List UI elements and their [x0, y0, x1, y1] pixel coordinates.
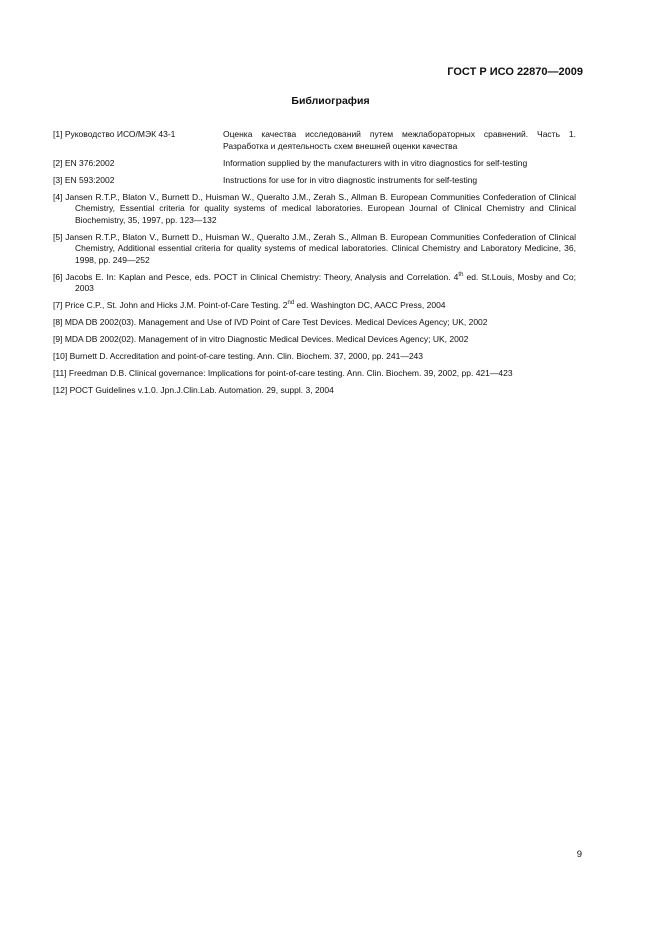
reference-text: Burnett D. Accreditation and point-of-care testing. Ann. Clin. Biochem. 37, 2000, pp. 241—243	[69, 351, 423, 361]
reference-number: [7]	[53, 300, 63, 310]
reference-item-12	[53, 385, 576, 397]
page-title: Библиография	[291, 95, 370, 107]
reference-text: Freedman D.B. Clinical governance: Implications for point-of-care testing. Ann. Clin. Biochem. 39, 2002, pp. 421—423	[68, 368, 513, 378]
reference-number: [6]	[53, 271, 63, 282]
reference-number: [11]	[53, 368, 67, 378]
edition-superscript: th	[458, 271, 464, 278]
reference-number: [1]	[53, 129, 63, 139]
reference-number: [3]	[53, 174, 63, 185]
reference-item-6	[53, 272, 576, 295]
reference-text: Jansen R.T.P., Blaton V., Burnett D., Huisman W., Queralto J.M., Zerah S., Allman B. European Communities Confederation of Clinical Chemistry, Additional essential criteria for quality systems of medical laboratories. Clinical Chemistry and Laboratory Medicine, 36, 1998, pp. 249—252	[65, 231, 576, 265]
reference-item-1	[53, 129, 576, 152]
reference-item-10	[53, 351, 576, 363]
reference-number: [4]	[53, 191, 63, 202]
bibliography-list	[53, 129, 576, 402]
edition-superscript: nd	[287, 300, 295, 307]
reference-item-8	[53, 317, 576, 329]
reference-number: [2]	[53, 157, 63, 168]
standard-code: ГОСТ Р ИСО 22870—2009	[447, 66, 583, 78]
reference-text: Price C.P., St. John and Hicks J.M. Point-of-Care Testing. 2	[64, 300, 288, 310]
reference-item-3	[53, 175, 576, 187]
page-number: 9	[576, 849, 582, 860]
reference-number: [10]	[53, 351, 68, 361]
reference-number: [8]	[53, 317, 63, 327]
reference-text: Оценка качества исследований путем межлабораторных сравнений. Часть 1. Разработка и деятельность схем внешней оценки качества	[223, 129, 576, 151]
reference-item-9	[53, 334, 576, 346]
reference-item-7	[53, 300, 576, 312]
reference-source: EN 376:2002	[64, 157, 115, 168]
reference-item-2	[53, 158, 576, 170]
reference-text: Jansen R.T.P., Blaton V., Burnett D., Huisman W., Queralto J.M., Zerah S., Allman B. European Communities Confederation of Clinical Chemistry, Essential criteria for quality systems of medical laboratories. European Journal of Clinical Chemistry and Clinical Biochemistry, 35, 1997, pp. 123—132	[65, 191, 576, 225]
reference-number: [5]	[53, 231, 63, 242]
reference-text: Information supplied by the manufacturers with in vitro diagnostics for self-testing	[223, 157, 528, 168]
reference-number: [12]	[53, 385, 68, 395]
reference-text-cont: ed. St.Louis, Mosby and Co; 2003	[75, 271, 576, 293]
reference-number: [9]	[53, 334, 63, 344]
reference-text: POCT Guidelines v.1.0. Jpn.J.Clin.Lab. Automation. 29, suppl. 3, 2004	[69, 385, 334, 395]
reference-item-4	[53, 192, 576, 227]
reference-text: Jacobs E. In: Kaplan and Pesce, eds. POCT in Clinical Chemistry: Theory, Analysis and Correlation. 4	[65, 271, 459, 282]
reference-text: MDA DB 2002(03). Management and Use of IVD Point of Care Test Devices. Medical Devices Agency; UK, 2002	[64, 317, 488, 327]
reference-text: MDA DB 2002(02). Management of in vitro Diagnostic Medical Devices. Medical Devices Agency; UK, 2002	[64, 334, 469, 344]
reference-item-11	[53, 368, 576, 380]
reference-source: Руководство ИСО/МЭК 43-1	[64, 129, 176, 139]
reference-source: EN 593:2002	[64, 174, 115, 185]
reference-text-cont: ed. Washington DC, AACC Press, 2004	[294, 300, 446, 310]
reference-item-5	[53, 232, 576, 267]
reference-text: Instructions for use for in vitro diagnostic instruments for self-testing	[223, 174, 478, 185]
